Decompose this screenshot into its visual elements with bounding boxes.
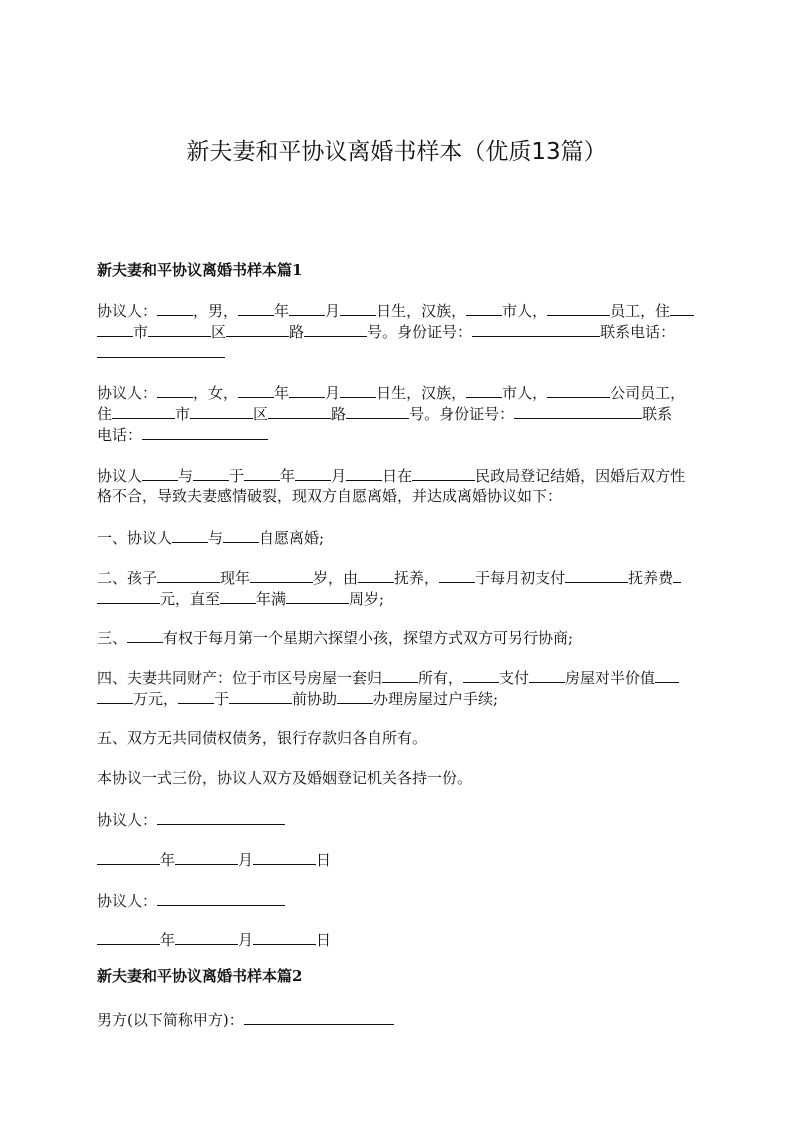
blank-field <box>142 465 178 481</box>
clause-1: 一、协议人 与 自愿离婚; <box>97 529 325 547</box>
blank-field <box>220 588 256 604</box>
party-female-paragraph: 协议人： ，女， 年 月 日生，汉族， 市人， 公司员工， 住 市 区 路 号。身份证号： 联系 电话： <box>97 384 686 444</box>
blank-field <box>97 342 225 358</box>
blank-field <box>97 688 133 704</box>
clause-2: 二、孩子 现年 岁，由 抚养， 于每月初支付 抚养费 元，直至 年满 周岁; <box>97 567 697 609</box>
signature-1: 协议人： <box>97 809 697 830</box>
blank-field <box>412 465 475 481</box>
blank-field <box>97 321 133 337</box>
clause-3: 三、 有权于每月第一个星期六探望小孩，探望方式双方可另行协商; <box>97 629 574 647</box>
clause-5: 五、双方无共同债权债务，银行存款归各自所有。 <box>97 729 428 747</box>
blank-field <box>112 403 175 419</box>
signature-blank <box>157 809 285 825</box>
blank-field <box>190 403 253 419</box>
blank-field <box>346 403 409 419</box>
blank-field <box>97 588 160 604</box>
blank-field <box>463 667 499 683</box>
blank-field <box>670 300 694 316</box>
section-heading-1: 新夫妻和平协议离婚书样本篇1 <box>97 261 303 279</box>
blank-field <box>472 321 600 337</box>
blank-field <box>157 382 193 398</box>
blank-field <box>466 382 502 398</box>
document-title: 新夫妻和平协议离婚书样本（优质13篇） <box>186 139 607 165</box>
blank-field <box>547 300 610 316</box>
signature-2: 协议人： <box>97 890 697 911</box>
blank-field <box>547 382 610 398</box>
blank-field <box>175 929 238 945</box>
blank-field <box>175 849 238 865</box>
blank-field <box>127 627 163 643</box>
blank-field <box>193 465 229 481</box>
blank-field <box>466 300 502 316</box>
blank-field <box>238 382 274 398</box>
party-a-paragraph: 男方(以下简称甲方)： <box>97 1009 697 1030</box>
signature-blank <box>157 890 285 906</box>
blank-field <box>337 688 373 704</box>
blank-field <box>529 667 565 683</box>
blank-field <box>253 849 316 865</box>
blank-field <box>157 567 220 583</box>
clause-4: 四、夫妻共同财产：位于市区号房屋一套归 所有， 支付 房屋对半价值 万元， 于 前协助 办理房屋过户手续; <box>97 667 697 709</box>
blank-field <box>439 567 475 583</box>
blank-field <box>157 300 193 316</box>
blank-field <box>655 667 679 683</box>
blank-field <box>244 1009 394 1025</box>
blank-field <box>382 667 418 683</box>
blank-field <box>97 849 160 865</box>
blank-field <box>178 688 214 704</box>
blank-field <box>226 321 289 337</box>
blank-field <box>358 567 394 583</box>
blank-field <box>514 403 642 419</box>
blank-field <box>289 382 325 398</box>
blank-field <box>673 567 681 583</box>
blank-field <box>268 403 331 419</box>
date-line-2: 年 月 日 <box>97 929 697 950</box>
blank-field <box>229 688 292 704</box>
blank-field <box>238 300 274 316</box>
blank-field <box>97 929 160 945</box>
party-male-paragraph: 协议人： ，男， 年 月 日生，汉族， 市人， 员工，住 市 区 路 号。身份证号： 联系电话： <box>97 300 697 363</box>
blank-field <box>253 929 316 945</box>
date-line-1: 年 月 日 <box>97 849 697 870</box>
blank-field <box>250 567 313 583</box>
blank-field <box>244 465 280 481</box>
blank-field <box>340 300 376 316</box>
section-heading-2: 新夫妻和平协议离婚书样本篇2 <box>97 967 303 985</box>
blank-field <box>346 465 382 481</box>
marriage-info-paragraph: 协议人 与 于 年 月 日在 民政局登记结婚，因婚后双方性 格不合，导致夫妻感情破裂，现双方自愿离婚，并达成离婚协议如下： <box>97 467 686 505</box>
blank-field <box>295 465 331 481</box>
blank-field <box>286 588 349 604</box>
blank-field <box>565 567 628 583</box>
copies-paragraph: 本协议一式三份，协议人双方及婚姻登记机关各持一份。 <box>97 769 473 787</box>
blank-field <box>148 321 211 337</box>
blank-field <box>289 300 325 316</box>
blank-field <box>142 424 268 440</box>
blank-field <box>172 527 208 543</box>
blank-field <box>340 382 376 398</box>
blank-field <box>223 527 259 543</box>
blank-field <box>304 321 367 337</box>
